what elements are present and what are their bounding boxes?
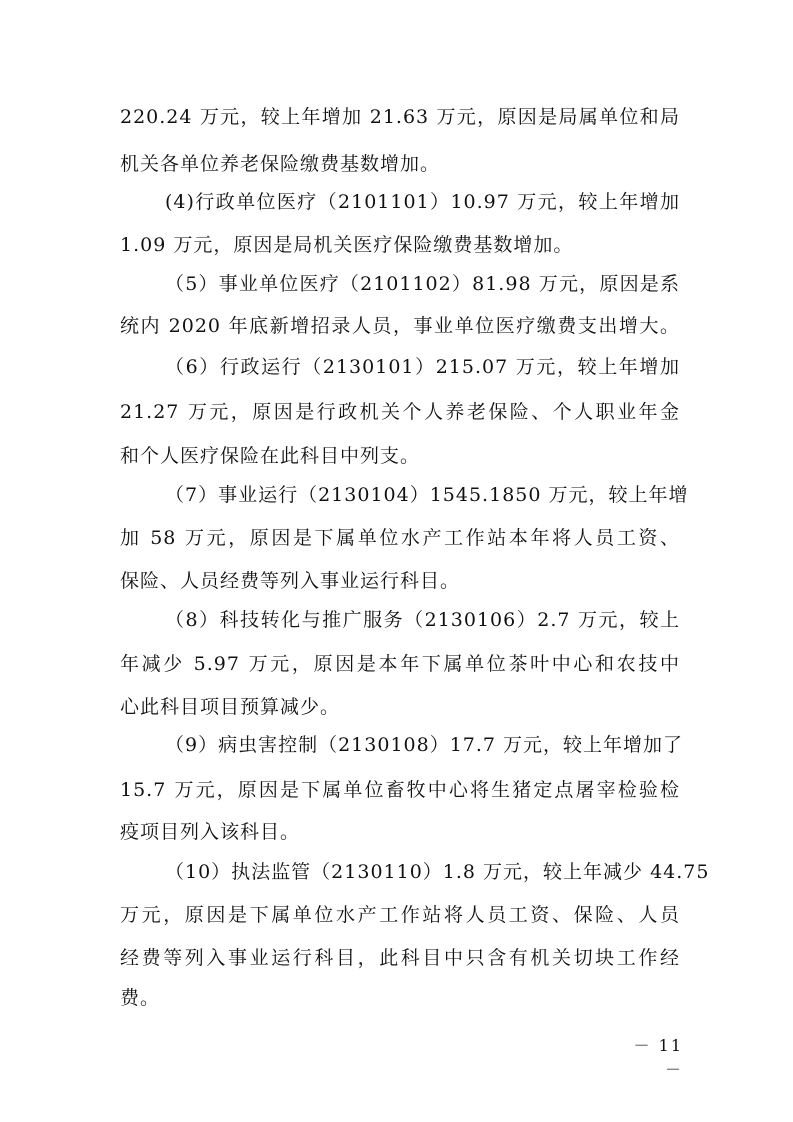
text-line: 心此科目项目预算减少。 [120,696,341,718]
text-line: 疫项目列入该科目。 [120,821,301,843]
text-line: 万元，原因是下属单位水产工作站将人员工资、保险、人员 [120,904,680,926]
text-line: 15.7 万元，原因是下属单位畜牧中心将生猪定点屠宰检验检 [120,779,680,801]
text-line: 年减少 5.97 万元，原因是本年下属单位茶叶中心和农技中 [120,653,680,675]
text-line: 统内 2020 年底新增招录人员，事业单位医疗缴费支出增大。 [120,315,680,337]
text-line: 机关各单位养老保险缴费基数增加。 [120,153,441,175]
page-number: － 11 － [633,1036,683,1079]
text-line: 21.27 万元，原因是行政机关个人养老保险、个人职业年金 [120,401,680,423]
text-line: 加 58 万元，原因是下属单位水产工作站本年将人员工资、 [120,527,680,549]
text-line: （7）事业运行（2130104）1545.1850 万元，较上年增 [165,484,689,506]
text-line: （5）事业单位医疗（2101102）81.98 万元，原因是系 [165,273,680,295]
text-line: 经费等列入事业运行科目，此科目中只含有机关切块工作经 [120,947,680,969]
text-line: 220.24 万元，较上年增加 21.63 万元，原因是局属单位和局 [120,106,680,128]
text-line: 保险、人员经费等列入事业运行科目。 [120,570,461,592]
text-line: (4)行政单位医疗（2101101）10.97 万元，较上年增加 [165,191,680,213]
text-line: （6）行政运行（2130101）215.07 万元，较上年增加 [165,356,680,378]
text-line: （10）执法监管（2130110）1.8 万元，较上年减少 44.75 [165,861,710,883]
text-line: 和个人医疗保险在此科目中列支。 [120,445,421,467]
text-line: （9）病虫害控制（2130108）17.7 万元，较上年增加了 [165,734,684,756]
text-line: 费。 [120,987,161,1009]
text-line: （8）科技转化与推广服务（2130106）2.7 万元，较上 [165,609,680,631]
text-line: 1.09 万元，原因是局机关医疗保险缴费基数增加。 [120,234,574,256]
